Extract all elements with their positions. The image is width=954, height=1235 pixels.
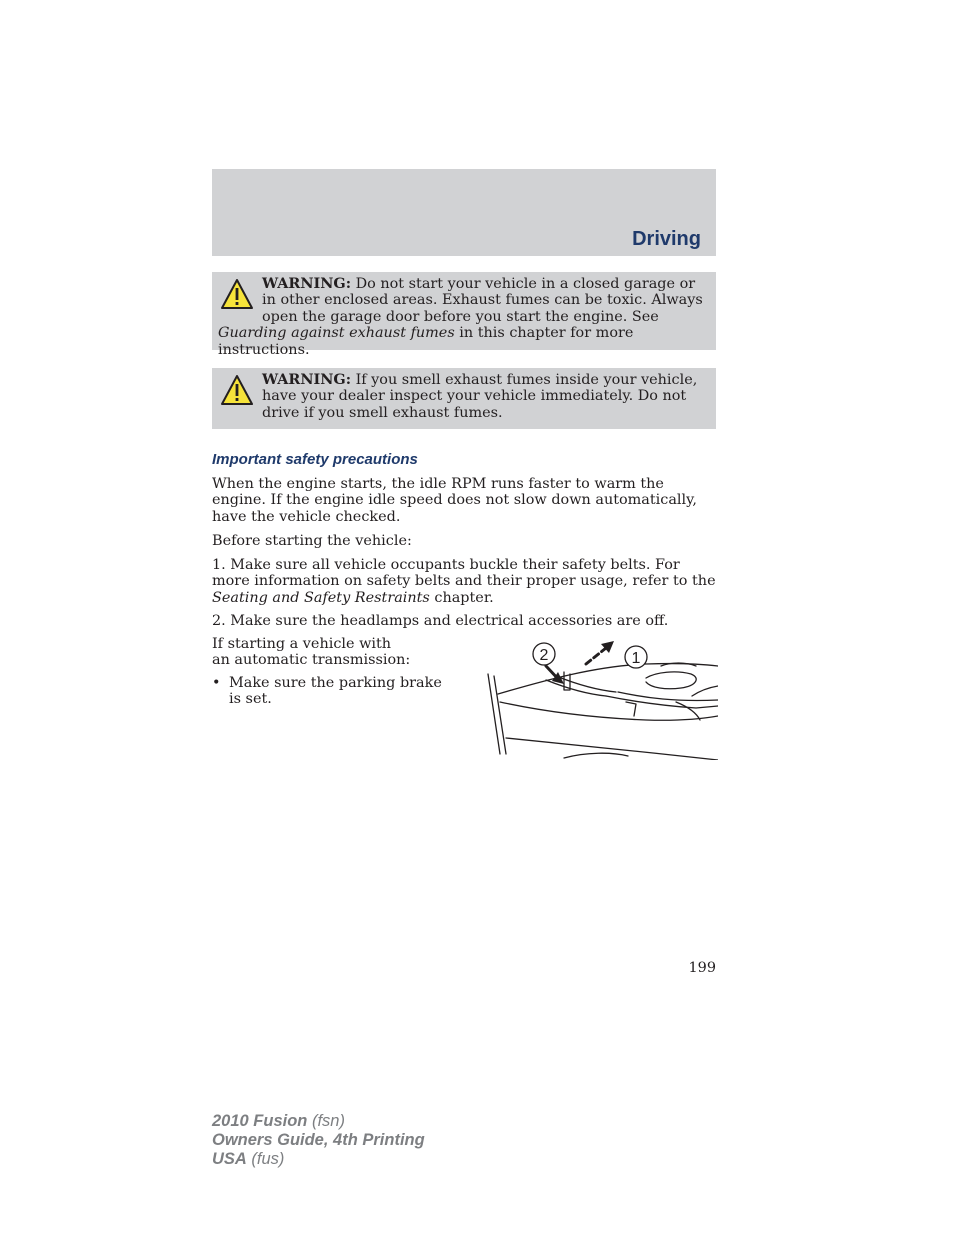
section-heading: Important safety precautions <box>212 451 418 468</box>
warning-box-exhaust <box>212 368 716 429</box>
paragraph-idle-rpm: When the engine starts, the idle RPM runs faster to warm the engine. If the engine idle speed does not slow down automatically, have the vehicle checked. <box>212 476 697 525</box>
warning-text: Do not start your vehicle in a closed garage or in other enclosed areas. Exhaust fumes can be toxic. Always open the garage door before you start the engine. See <box>262 276 703 325</box>
warning-triangle-icon <box>220 278 254 310</box>
footer-line-market <box>212 1150 425 1169</box>
warning-text-end: in this chapter for more instructions. <box>218 325 634 358</box>
warning-box-garage <box>212 272 716 358</box>
footer-model-code: (fsn) <box>307 1112 345 1130</box>
warning-text: If you smell exhaust fumes inside your vehicle, have your dealer inspect your vehicle immediately. Do not drive if you smell exhaust fumes. <box>262 372 698 421</box>
callout-2-label: 2 <box>539 647 549 664</box>
step-1-cross-reference: Seating and Safety Restraints <box>212 589 430 606</box>
document-footer <box>212 1112 425 1169</box>
parking-brake-illustration <box>486 636 718 760</box>
callout-1-label: 1 <box>631 650 641 667</box>
chapter-title: Driving <box>632 228 701 250</box>
footer-line-guide <box>212 1131 425 1150</box>
paragraph-before-starting: Before starting the vehicle: <box>212 533 412 549</box>
footer-line-model <box>212 1112 425 1131</box>
paragraph-automatic-transmission: If starting a vehicle with an automatic transmission: <box>212 636 411 669</box>
footer-guide: Owners Guide, 4th Printing <box>212 1131 425 1149</box>
footer-model: 2010 Fusion <box>212 1112 308 1130</box>
list-item <box>212 675 452 708</box>
warning-triangle-icon <box>220 374 254 406</box>
warning-label: WARNING: <box>262 275 352 292</box>
step-1-text: 1. Make sure all vehicle occupants buckle their safety belts. For more information on safety belts and their proper usage, refer to the <box>212 557 716 590</box>
page-number: 199 <box>688 960 716 976</box>
bullet-symbol: • <box>212 675 221 691</box>
bullet-list <box>212 675 452 708</box>
bullet-text: Make sure the parking brake is set. <box>229 675 442 708</box>
footer-market: USA <box>212 1150 247 1168</box>
step-1-end: chapter. <box>429 589 494 606</box>
chapter-header-band <box>212 169 716 256</box>
footer-market-code: (fus) <box>246 1150 285 1168</box>
step-2: 2. Make sure the headlamps and electrical accessories are off. <box>212 613 669 629</box>
warning-label: WARNING: <box>262 371 352 388</box>
warning-cross-reference: Guarding against exhaust fumes <box>218 325 455 342</box>
step-1 <box>212 557 716 606</box>
